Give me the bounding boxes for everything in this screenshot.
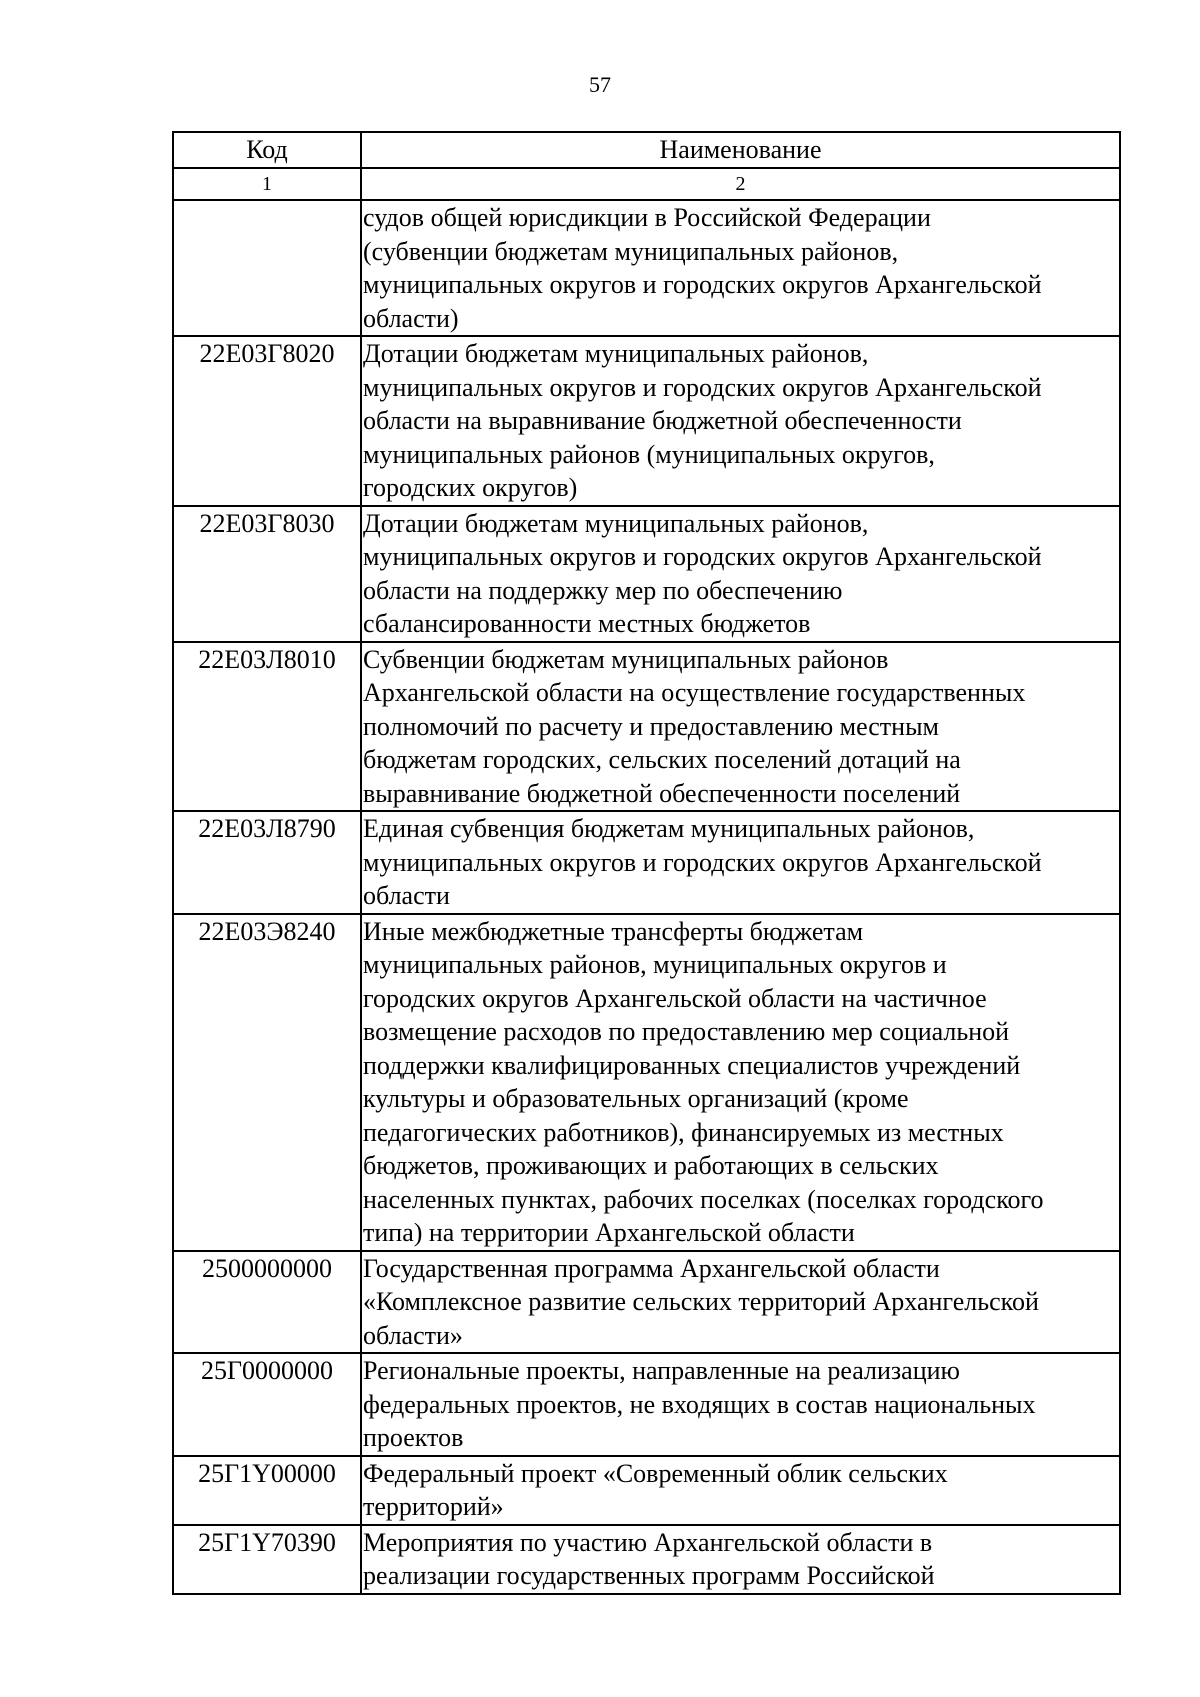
row-name-line: поддержки квалифицированных специалистов учреждений <box>363 1050 1021 1080</box>
row-name-line: муниципальных округов и городских округов Архангельской <box>363 542 1042 571</box>
table-row <box>173 1251 1120 1354</box>
budget-code-table <box>172 131 1121 1595</box>
table-row <box>173 914 1120 1251</box>
row-name-line: населенных пунктах, рабочих поселках (поселках городского <box>363 1184 1044 1214</box>
column-number-name: 2 <box>361 168 1120 200</box>
row-code: 25Г0000000 <box>173 1353 361 1456</box>
row-code: 22Е03Л8010 <box>173 642 361 812</box>
row-name-line: территорий» <box>363 1492 504 1521</box>
row-name-line: типа) на территории Архангельской области <box>363 1218 855 1247</box>
row-name-line: городских округов) <box>363 473 578 502</box>
row-name-line: бюджетов, проживающих и работающих в сельских <box>363 1151 939 1180</box>
row-name-line: муниципальных районов (муниципальных округов, <box>363 439 935 469</box>
row-name <box>361 1456 1120 1525</box>
table-row <box>173 1525 1120 1594</box>
row-code: 22Е03Г8020 <box>173 336 361 506</box>
page-number: 57 <box>589 72 611 97</box>
row-name-line: Региональные проекты, направленные на реализацию <box>363 1356 960 1385</box>
row-name-line: Иные межбюджетные трансферты бюджетам <box>363 916 864 946</box>
row-name <box>361 1525 1120 1594</box>
row-name-line: Единая субвенция бюджетам муниципальных районов, <box>363 814 975 843</box>
row-name <box>361 200 1120 336</box>
row-name-line: муниципальных округов и городских округов Архангельской <box>363 847 1042 877</box>
row-name-line: Мероприятия по участию Архангельской области в <box>363 1527 933 1557</box>
table-header-row <box>173 132 1120 168</box>
row-name-line: области на поддержку мер по обеспечению <box>363 575 843 605</box>
row-name-line: культуры и образовательных организаций (кроме <box>363 1084 909 1113</box>
row-name-line: муниципальных районов, муниципальных округов и <box>363 950 947 979</box>
row-code: 25Г1Y70390 <box>173 1525 361 1594</box>
table-body <box>173 200 1120 1594</box>
row-name <box>361 1251 1120 1354</box>
row-name <box>361 336 1120 506</box>
row-name-line: возмещение расходов по предоставлению мер социальной <box>363 1017 1010 1046</box>
row-name-line: Дотации бюджетам муниципальных районов, <box>363 339 869 368</box>
row-code: 22Е03Г8030 <box>173 506 361 642</box>
row-code: 25Г1Y00000 <box>173 1456 361 1525</box>
row-name-line: городских округов Архангельской области на частичное <box>363 983 987 1013</box>
table-row <box>173 642 1120 812</box>
row-name-line: Государственная программа Архангельской области <box>363 1253 940 1283</box>
row-name <box>361 811 1120 914</box>
row-name-line: бюджетам городских, сельских поселений дотаций на <box>363 745 961 774</box>
row-name-line: области) <box>363 303 459 333</box>
table-row <box>173 336 1120 506</box>
header-name: Наименование <box>361 132 1120 168</box>
row-name-line: проектов <box>363 1423 464 1452</box>
column-number-code: 1 <box>173 168 361 200</box>
table-row <box>173 200 1120 336</box>
row-name <box>361 642 1120 812</box>
row-name-line: судов общей юрисдикции в Российской Федерации <box>363 203 931 232</box>
row-code <box>173 200 361 336</box>
header-code: Код <box>173 132 361 168</box>
row-name <box>361 1353 1120 1456</box>
row-name-line: Дотации бюджетам муниципальных районов, <box>363 508 869 538</box>
row-name-line: Архангельской области на осуществление государственных <box>363 678 1026 707</box>
row-code: 2500000000 <box>173 1251 361 1354</box>
row-name-line: (субвенции бюджетам муниципальных районов, <box>363 236 899 266</box>
row-name-line: полномочий по расчету и предоставлению местным <box>363 711 939 741</box>
row-name <box>361 506 1120 642</box>
row-name-line: педагогических работников), финансируемых из местных <box>363 1117 1004 1147</box>
table-row <box>173 1353 1120 1456</box>
row-name-line: «Комплексное развитие сельских территорий Архангельской <box>363 1287 1039 1316</box>
row-name-line: области <box>363 881 450 910</box>
row-code: 22Е03Э8240 <box>173 914 361 1251</box>
row-name-line: Федеральный проект «Современный облик сельских <box>363 1458 948 1488</box>
row-name-line: реализации государственных программ Российской <box>363 1561 935 1590</box>
column-number-row <box>173 168 1120 200</box>
table-row <box>173 811 1120 914</box>
row-name-line: Субвенции бюджетам муниципальных районов <box>363 644 889 674</box>
row-name-line: муниципальных округов и городских округов Архангельской <box>363 372 1042 402</box>
row-name-line: федеральных проектов, не входящих в состав национальных <box>363 1389 1036 1419</box>
row-code: 22Е03Л8790 <box>173 811 361 914</box>
row-name-line: муниципальных округов и городских округов Архангельской <box>363 270 1042 299</box>
row-name-line: выравнивание бюджетной обеспеченности поселений <box>363 778 961 808</box>
row-name-line: области» <box>363 1320 463 1350</box>
row-name <box>361 914 1120 1251</box>
row-name-line: сбалансированности местных бюджетов <box>363 609 811 638</box>
table-row <box>173 1456 1120 1525</box>
row-name-line: области на выравнивание бюджетной обеспеченности <box>363 406 962 435</box>
table-row <box>173 506 1120 642</box>
